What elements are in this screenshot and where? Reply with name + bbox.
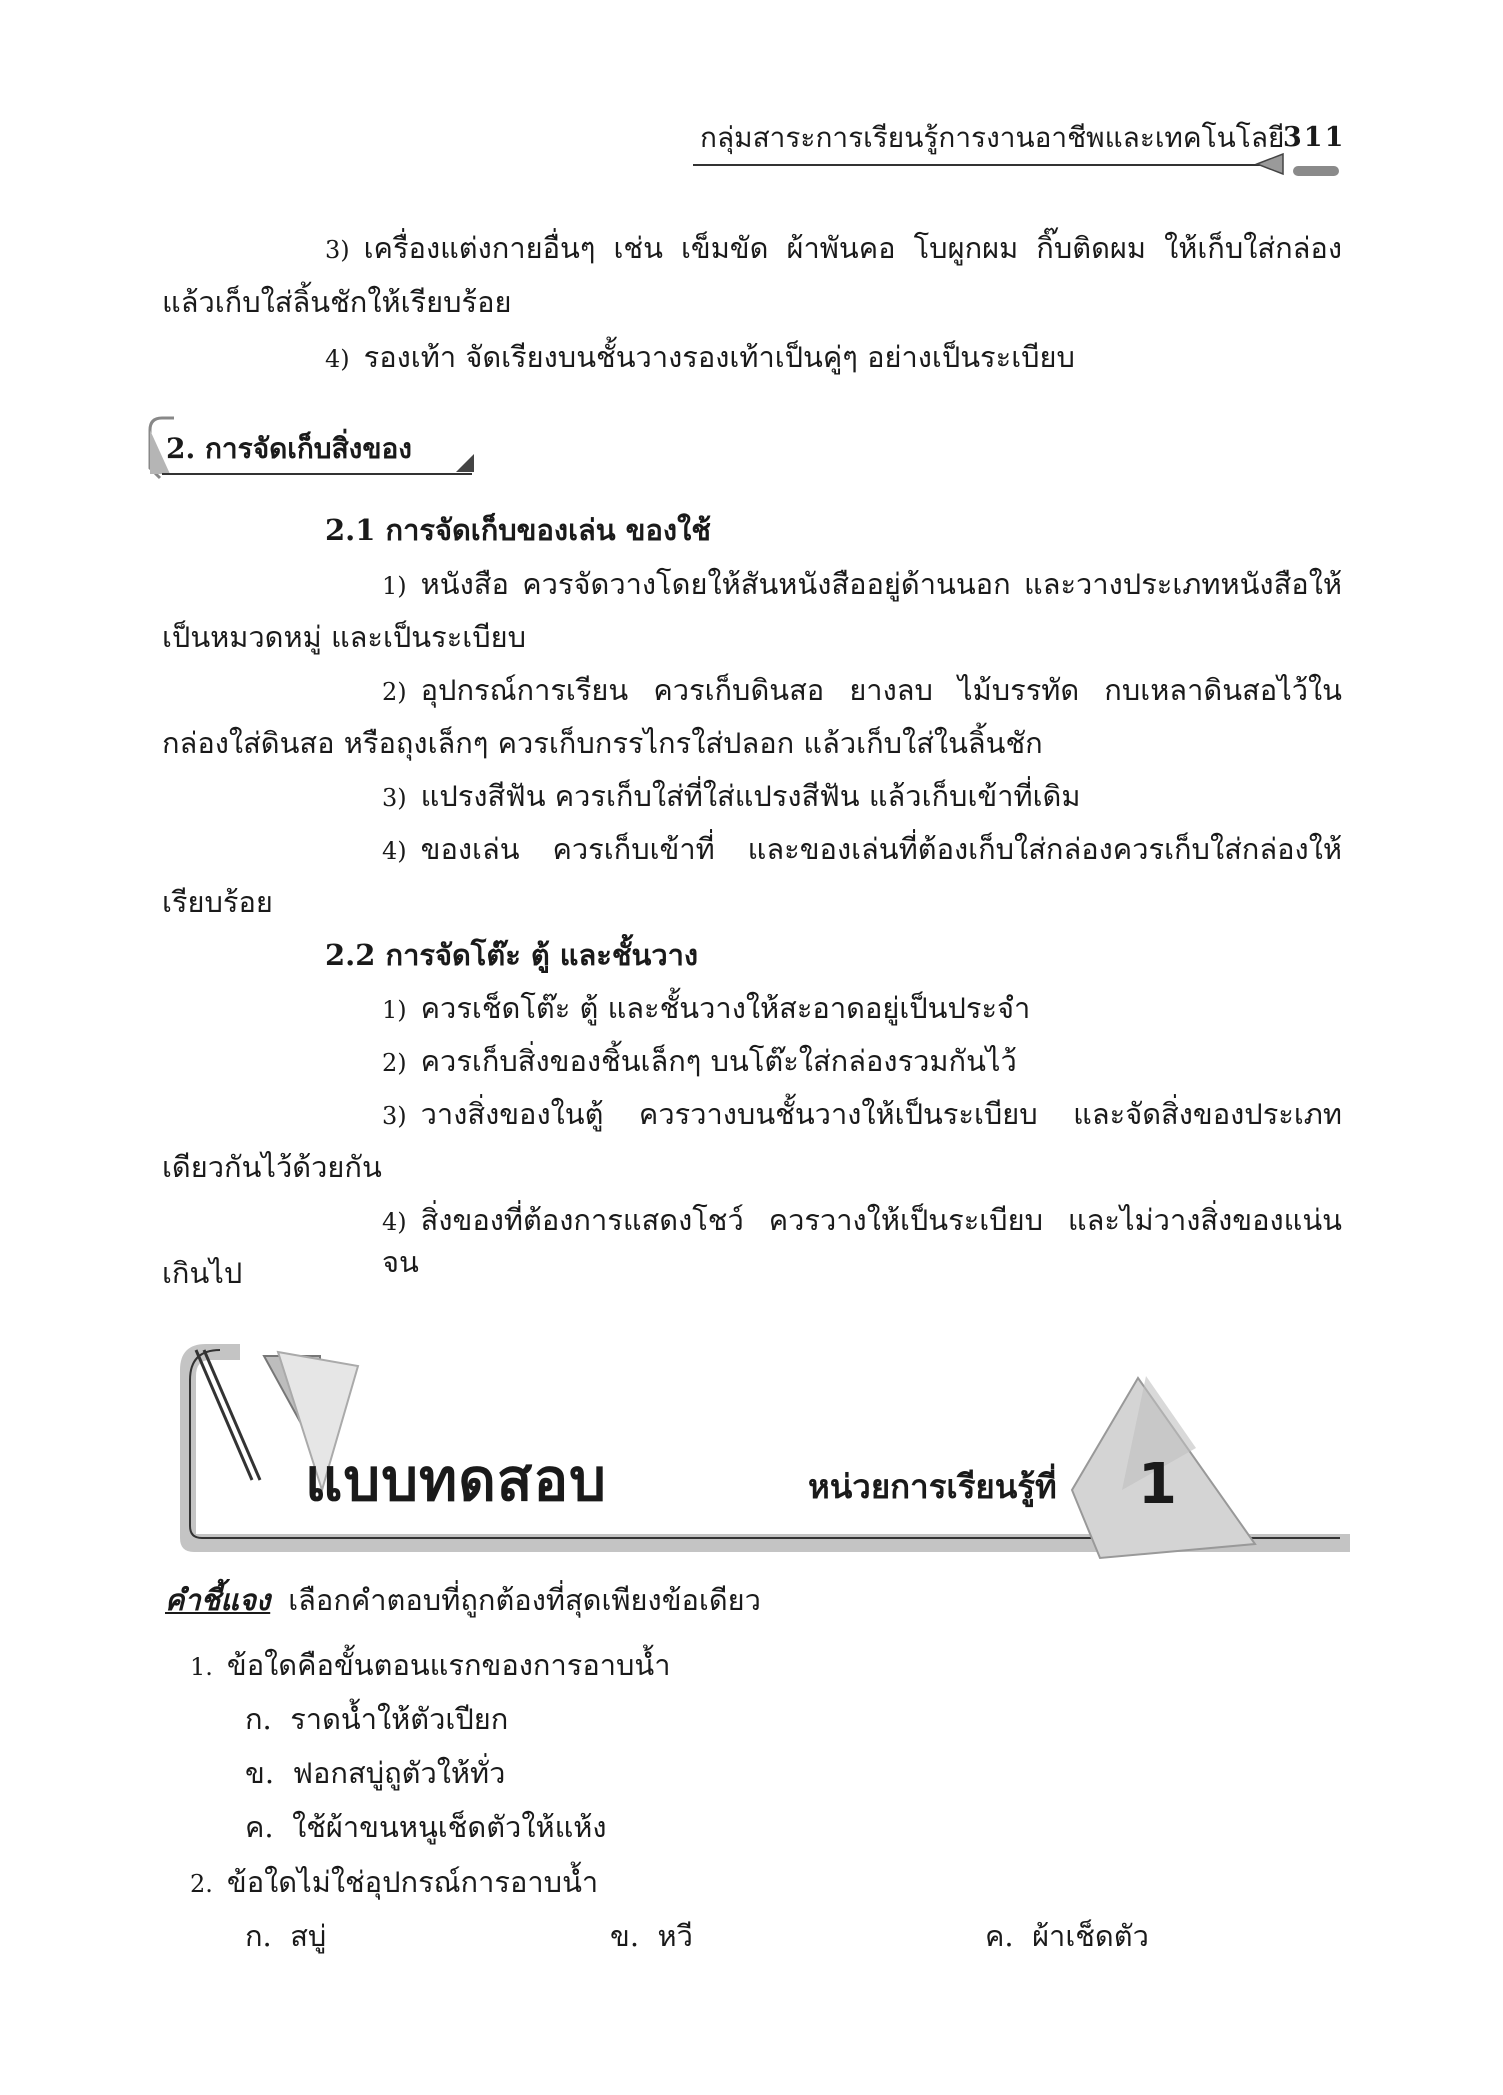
choice-text: ราดน้ำให้ตัวเปียก <box>290 1702 509 1736</box>
choice-label: ก. <box>245 1702 272 1736</box>
top-item-3-line2: แล้วเก็บใส่ลิ้นชักให้เรียบร้อย <box>162 285 512 319</box>
test-instruction <box>165 1580 761 1620</box>
choice-text: หวี <box>657 1919 693 1953</box>
question-text: ข้อใดคือขั้นตอนแรกของการอาบน้ำ <box>226 1648 671 1682</box>
sub2-item-4-line2: เกินไป <box>162 1256 243 1290</box>
item-text: หนังสือ ควรจัดวางโดยให้สันหนังสืออยู่ด้านนอก และวางประเภทหนังสือให้ <box>420 567 1342 601</box>
section-2-heading: 2. การจัดเก็บสิ่งของ <box>166 432 412 465</box>
item-text: อุปกรณ์การเรียน ควรเก็บดินสอ ยางลบ ไม้บรรทัด กบเหลาดินสอไว้ใน <box>420 673 1342 707</box>
item-text: วางสิ่งของในตู้ ควรวางบนชั้นวางให้เป็นระเบียบ และจัดสิ่งของประเภท <box>420 1097 1342 1131</box>
q2-choice-a <box>245 1916 326 1956</box>
item-text: เครื่องแต่งกายอื่นๆ เช่น เข็มขัด ผ้าพันคอ โบผูกผม กิ๊บติดผม ให้เก็บใส่กล่อง <box>363 231 1342 265</box>
item-number: 4) <box>382 1208 407 1236</box>
sub1-item-3 <box>382 776 1080 818</box>
choice-label: ก. <box>245 1919 272 1953</box>
q2-choice-c <box>985 1916 1149 1956</box>
item-number: 4) <box>382 837 407 865</box>
sub2-item-1 <box>382 988 1030 1030</box>
item-number: 3) <box>325 236 350 264</box>
choice-label: ข. <box>245 1756 275 1790</box>
item-text: ควรเก็บสิ่งของชิ้นเล็กๆ บนโต๊ะใส่กล่องรวมกันไว้ <box>420 1044 1017 1078</box>
question-number: 2. <box>190 1870 213 1898</box>
sub2-item-4-line1 <box>382 1200 1342 1282</box>
choice-label: ค. <box>245 1810 274 1844</box>
choice-text: ใช้ผ้าขนหนูเช็ดตัวให้แห้ง <box>292 1810 607 1844</box>
sub1-item-4-line1 <box>382 829 1342 871</box>
item-number: 3) <box>382 784 407 812</box>
item-text: ของเล่น ควรเก็บเข้าที่ และของเล่นที่ต้องเก็บใส่กล่องควรเก็บใส่กล่องให้ <box>420 832 1342 866</box>
q1-choice-a <box>245 1699 508 1739</box>
item-number: 2) <box>382 1049 407 1077</box>
learning-unit-number: 1 <box>1138 1452 1177 1517</box>
top-item-4 <box>325 337 1075 379</box>
question-1 <box>190 1645 671 1687</box>
question-number: 1. <box>190 1653 213 1681</box>
sub2-item-3-line1 <box>382 1094 1342 1136</box>
test-title: แบบทดสอบ <box>305 1446 607 1514</box>
choice-text: ฟอกสบู่ถูตัวให้ทั่ว <box>292 1756 506 1790</box>
sub1-item-1-line2: เป็นหมวดหมู่ และเป็นระเบียบ <box>162 620 527 654</box>
q1-choice-c <box>245 1807 607 1847</box>
page-number-tab <box>1293 166 1339 176</box>
item-number: 1) <box>382 572 407 600</box>
choice-text: ผ้าเช็ดตัว <box>1032 1919 1149 1953</box>
subsection-2-1-heading: 2.1 การจัดเก็บของเล่น ของใช้ <box>325 513 711 547</box>
choice-label: ค. <box>985 1919 1014 1953</box>
header-rule <box>693 164 1261 166</box>
subsection-2-2-heading: 2.2 การจัดโต๊ะ ตู้ และชั้นวาง <box>325 938 699 972</box>
item-text: ควรเช็ดโต๊ะ ตู้ และชั้นวางให้สะอาดอยู่เป็นประจำ <box>420 991 1031 1025</box>
q1-choice-b <box>245 1753 505 1793</box>
sub1-item-2-line1 <box>382 670 1342 712</box>
item-number: 2) <box>382 678 407 706</box>
running-header-title: กลุ่มสาระการเรียนรู้การงานอาชีพและเทคโนโลยี <box>700 121 1285 154</box>
question-text: ข้อใดไม่ใช่อุปกรณ์การอาบน้ำ <box>226 1865 599 1899</box>
item-number: 4) <box>325 345 350 373</box>
sub1-item-1-line1 <box>382 564 1342 606</box>
sub2-item-2 <box>382 1041 1017 1083</box>
instruction-label: คำชี้แจง <box>165 1583 271 1617</box>
choice-label: ข. <box>610 1919 640 1953</box>
question-2 <box>190 1862 598 1904</box>
page-number: 311 <box>1283 122 1346 153</box>
item-text: สิ่งของที่ต้องการแสดงโชว์ ควรวางให้เป็นระเบียบ และไม่วางสิ่งของแน่นจน <box>382 1203 1342 1279</box>
learning-unit-label: หน่วยการเรียนรู้ที่ <box>808 1467 1057 1506</box>
q2-choice-b <box>610 1916 693 1956</box>
choice-text: สบู่ <box>290 1919 327 1953</box>
item-number: 3) <box>382 1102 407 1130</box>
instruction-text: เลือกคำตอบที่ถูกต้องที่สุดเพียงข้อเดียว <box>288 1583 761 1617</box>
sub1-item-2-line2: กล่องใส่ดินสอ หรือถุงเล็กๆ ควรเก็บกรรไกรใส่ปลอก แล้วเก็บใส่ในลิ้นชัก <box>162 726 1043 760</box>
item-text: รองเท้า จัดเรียงบนชั้นวางรองเท้าเป็นคู่ๆ อย่างเป็นระเบียบ <box>363 340 1075 374</box>
top-item-3-line1 <box>325 228 1342 270</box>
item-number: 1) <box>382 996 407 1024</box>
item-text: แปรงสีฟัน ควรเก็บใส่ที่ใส่แปรงสีฟัน แล้วเก็บเข้าที่เดิม <box>420 779 1081 813</box>
sub2-item-3-line2: เดียวกันไว้ด้วยกัน <box>162 1150 382 1184</box>
sub1-item-4-line2: เรียบร้อย <box>162 885 273 919</box>
